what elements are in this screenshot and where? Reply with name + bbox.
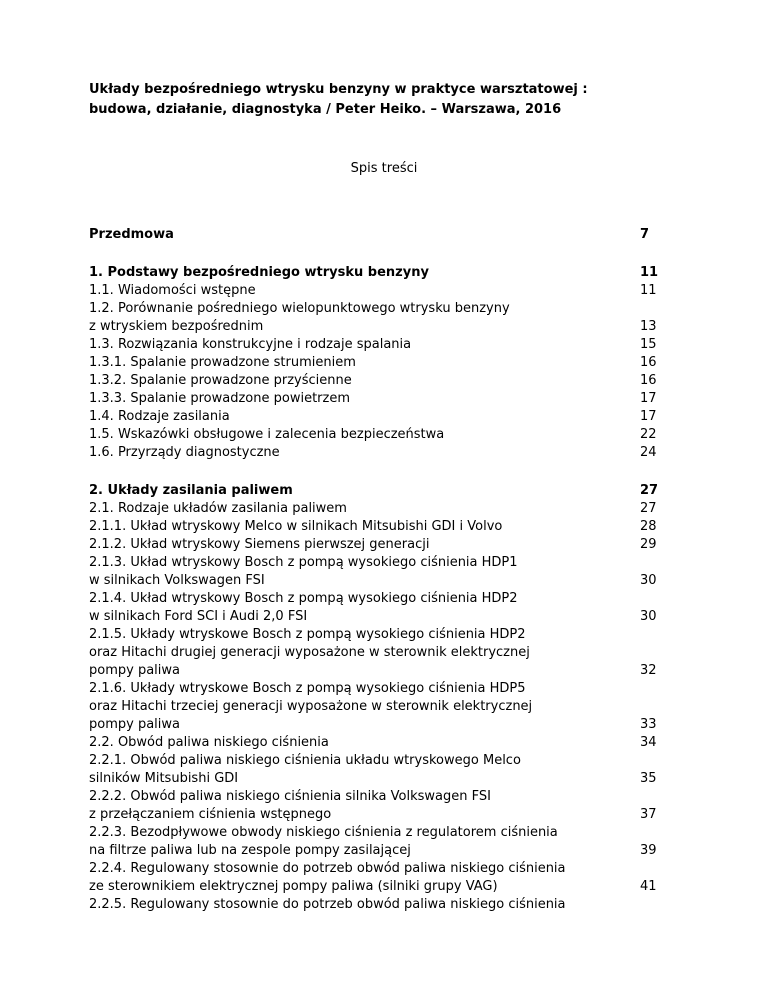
toc-entry — [89, 264, 689, 282]
toc-entry-title: 1.3. Rozwiązania konstrukcyjne i rodzaje spalania — [89, 337, 412, 352]
toc-entry-title: 2.2.1. Obwód paliwa niskiego ciśnienia układu wtryskowego Melco — [89, 753, 521, 768]
toc-entry-title: 2.1.4. Układ wtryskowy Bosch z pompą wysokiego ciśnienia HDP2 — [89, 591, 518, 606]
toc-entry — [89, 734, 689, 752]
toc-entry-title: w silnikach Volkswagen FSI — [89, 573, 265, 588]
toc-entry-page: 28 — [640, 519, 657, 534]
toc-entry — [89, 426, 689, 444]
toc-entry-title: 2.2.3. Bezodpływowe obwody niskiego ciśnienia z regulatorem ciśnienia — [89, 825, 558, 840]
book-title-line-1: Układy bezpośredniego wtrysku benzyny w praktyce warsztatowej : — [89, 82, 588, 97]
toc-entry-title: 2.1. Rodzaje układów zasilania paliwem — [89, 501, 347, 516]
toc-entry-title: 1.3.2. Spalanie prowadzone przyścienne — [89, 373, 352, 388]
book-title-line-2: budowa, działanie, diagnostyka / Peter Heiko. – Warszawa, 2016 — [89, 102, 562, 117]
toc-entry — [89, 482, 689, 500]
toc-entry-page: 33 — [640, 717, 657, 732]
toc-entry-title: oraz Hitachi trzeciej generacji wyposażone w sterownik elektrycznej — [89, 699, 533, 714]
toc-entry-title: oraz Hitachi drugiej generacji wyposażone w sterownik elektrycznej — [89, 645, 530, 660]
toc-entry-title: 2.1.6. Układy wtryskowe Bosch z pompą wysokiego ciśnienia HDP5 — [89, 681, 526, 696]
toc-entry-title: 2.2. Obwód paliwa niskiego ciśnienia — [89, 735, 329, 750]
toc-entry-title: 1.4. Rodzaje zasilania — [89, 409, 230, 424]
toc-entry-title: 1.3.1. Spalanie prowadzone strumieniem — [89, 355, 356, 370]
toc-entry-title: w silnikach Ford SCI i Audi 2,0 FSI — [89, 609, 308, 624]
toc-entry-title: 2.1.1. Układ wtryskowy Melco w silnikach Mitsubishi GDI i Volvo — [89, 519, 503, 534]
toc-heading: Spis treści — [350, 161, 418, 176]
toc-entry-title: 2. Układy zasilania paliwem — [89, 483, 293, 498]
toc-entry — [89, 390, 689, 408]
toc-entry-title: Przedmowa — [89, 227, 174, 242]
toc-entry-title: 1.5. Wskazówki obsługowe i zalecenia bezpieczeństwa — [89, 427, 445, 442]
toc-entry-page: 29 — [640, 537, 657, 552]
toc-entry — [89, 226, 689, 244]
toc-entry-page: 7 — [640, 227, 650, 242]
toc-entry-page: 37 — [640, 807, 657, 822]
toc-entry-title: 1.6. Przyrządy diagnostyczne — [89, 445, 280, 460]
toc-entry-title: ze sterownikiem elektrycznej pompy paliwa (silniki grupy VAG) — [89, 879, 498, 894]
toc-entry-page: 41 — [640, 879, 657, 894]
toc-entry — [89, 336, 689, 354]
toc-entry — [89, 788, 689, 824]
toc-entry-page: 30 — [640, 573, 657, 588]
toc-entry-title: 2.1.2. Układ wtryskowy Siemens pierwszej generacji — [89, 537, 430, 552]
toc-entry-title: 1.1. Wiadomości wstępne — [89, 283, 256, 298]
toc-entry-page: 35 — [640, 771, 657, 786]
toc-entry — [89, 372, 689, 390]
toc-entry-title: 1.2. Porównanie pośredniego wielopunktowego wtrysku benzyny — [89, 301, 510, 316]
toc-entry-page: 22 — [640, 427, 657, 442]
toc-entry-page: 27 — [640, 483, 659, 498]
toc-entry-title: 1. Podstawy bezpośredniego wtrysku benzyny — [89, 265, 429, 280]
toc-entry-title: pompy paliwa — [89, 717, 180, 732]
toc-entry — [89, 354, 689, 372]
toc-entry-page: 17 — [640, 409, 657, 424]
toc-entry-page: 39 — [640, 843, 657, 858]
toc-entry-page: 11 — [640, 283, 657, 298]
toc-entry — [89, 752, 689, 788]
toc-entry — [89, 518, 689, 536]
toc-entry — [89, 300, 689, 336]
toc-entry-title: pompy paliwa — [89, 663, 180, 678]
toc-entry — [89, 444, 689, 462]
toc-entry-page: 15 — [640, 337, 657, 352]
toc-entry-title: 2.1.3. Układ wtryskowy Bosch z pompą wysokiego ciśnienia HDP1 — [89, 555, 518, 570]
toc-entry — [89, 860, 689, 896]
toc-entry-title: 2.2.4. Regulowany stosownie do potrzeb obwód paliwa niskiego ciśnienia — [89, 861, 566, 876]
toc-entry-title: 2.2.2. Obwód paliwa niskiego ciśnienia silnika Volkswagen FSI — [89, 789, 491, 804]
toc-entry-title: z wtryskiem bezpośrednim — [89, 319, 264, 334]
toc-entry-title: 2.1.5. Układy wtryskowe Bosch z pompą wysokiego ciśnienia HDP2 — [89, 627, 526, 642]
toc-entry — [89, 500, 689, 518]
toc-entry-page: 16 — [640, 355, 657, 370]
toc-entry — [89, 536, 689, 554]
toc-entry — [89, 554, 689, 590]
toc-entry — [89, 282, 689, 300]
toc-entry-title: 1.3.3. Spalanie prowadzone powietrzem — [89, 391, 351, 406]
toc-entry — [89, 896, 689, 914]
toc-entry-title: z przełączaniem ciśnienia wstępnego — [89, 807, 332, 822]
toc-entry-page: 24 — [640, 445, 657, 460]
toc-entry-page: 34 — [640, 735, 657, 750]
toc-entry-page: 17 — [640, 391, 657, 406]
toc-entry-page: 32 — [640, 663, 657, 678]
toc-entry-title: na filtrze paliwa lub na zespole pompy zasilającej — [89, 843, 411, 858]
toc-entry — [89, 824, 689, 860]
toc-entry-page: 16 — [640, 373, 657, 388]
toc-entry-page: 30 — [640, 609, 657, 624]
toc-entry-title: 2.2.5. Regulowany stosownie do potrzeb obwód paliwa niskiego ciśnienia — [89, 897, 566, 912]
toc-entry — [89, 408, 689, 426]
toc-entry-page: 13 — [640, 319, 657, 334]
toc-entry — [89, 626, 689, 680]
toc-entry-title: silników Mitsubishi GDI — [89, 771, 239, 786]
toc-entry-page: 11 — [640, 265, 659, 280]
toc-entry-page: 27 — [640, 501, 657, 516]
toc-entry — [89, 680, 689, 734]
toc-entry — [89, 590, 689, 626]
